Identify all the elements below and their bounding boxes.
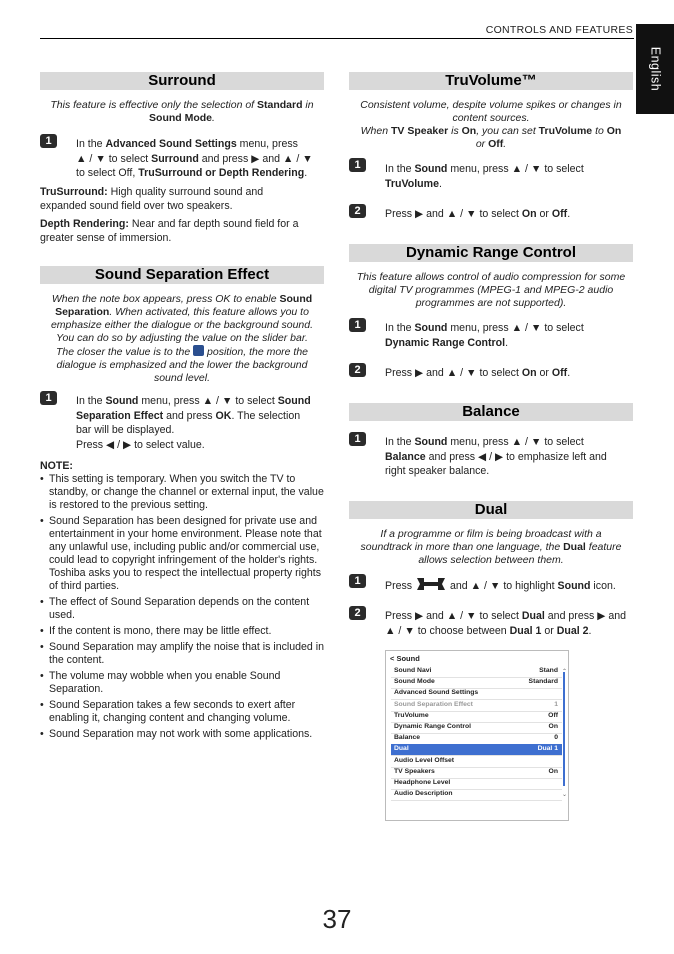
truvolume-step-2: Press ▶ and ▲ / ▼ to select On or Off. bbox=[385, 208, 571, 220]
sound-menu-row-label: Headphone Level bbox=[394, 779, 451, 786]
sound-menu-row-label: Sound Mode bbox=[394, 678, 435, 686]
note-item: • The volume may wobble when you enable Sound Separation. bbox=[40, 670, 328, 696]
step-number-1: 1 bbox=[349, 432, 366, 446]
surround-heading: Surround bbox=[40, 72, 324, 90]
sound-menu-row-label: Advanced Sound Settings bbox=[394, 689, 479, 697]
note-item: • This setting is temporary. When you switch the TV to standby, or change the channel or external input, the value is restored to the previous setting. bbox=[40, 473, 328, 512]
note-list bbox=[40, 473, 328, 744]
sound-separation-intro: When the note box appears, press OK to enable Sound Separation. When activated, this feature allows you to emphasize either the dialogue or the background sound. You can do so by adjusting the value on the slider bar. The closer the value is to the position, the more the dialogue is emphasized and the lower the background sound level. bbox=[50, 293, 314, 384]
sound-menu-row-value: Off bbox=[548, 711, 558, 719]
step-number-1: 1 bbox=[349, 158, 366, 172]
sound-menu-row[interactable] bbox=[391, 666, 562, 678]
drc-step-1: In the Sound menu, press ▲ / ▼ to select Dynamic Range Control. bbox=[385, 322, 584, 349]
dual-intro: If a programme or film is being broadcast with a soundtrack in more than one language, the Dual feature allows selection between them. bbox=[360, 528, 622, 566]
sound-separation-step-1: In the Sound menu, press ▲ / ▼ to select Sound Separation Effect and press OK. The selection bar will be displayed. Press ◀ / ▶ to select value. bbox=[76, 395, 311, 451]
note-item: • Sound Separation has been designed for private use and entertainment in your home environment. Please note that any unlawful use, including public and/or commercial use, could lead to copyright infringement of the holder's rights. Toshiba asks you to respect the intellectual property rights of third parties. bbox=[40, 515, 328, 593]
sound-menu-row-label: TruVolume bbox=[394, 711, 429, 719]
sound-menu-row-label: Audio Description bbox=[394, 790, 453, 798]
note-item: • Sound Separation may amplify the noise that is included in the content. bbox=[40, 641, 328, 667]
sound-menu-row-value: Dual 1 bbox=[537, 745, 558, 753]
step-number-1: 1 bbox=[349, 318, 366, 332]
scroll-down-arrow-icon: ⌄ bbox=[562, 792, 568, 798]
sound-menu-row-value: Stand bbox=[539, 667, 558, 674]
sound-menu-row-value: Standard bbox=[528, 678, 558, 686]
drc-heading: Dynamic Range Control bbox=[349, 244, 633, 262]
step-number-1: 1 bbox=[349, 574, 366, 588]
dual-heading: Dual bbox=[349, 501, 633, 519]
sound-menu-row[interactable] bbox=[391, 677, 562, 689]
balance-heading: Balance bbox=[349, 403, 633, 421]
sound-menu-row-label: Audio Level Offset bbox=[394, 756, 455, 764]
trusurround-description: TruSurround: High quality surround sound and expanded sound field over two speakers. bbox=[40, 186, 264, 212]
scroll-up-arrow-icon: ⌃ bbox=[562, 669, 568, 675]
note-item: • Sound Separation takes a few seconds to exert after enabling it, changing content and changing volume. bbox=[40, 699, 328, 725]
sound-menu-row[interactable] bbox=[391, 733, 562, 745]
step-number-1: 1 bbox=[40, 391, 57, 405]
sound-menu-row[interactable] bbox=[391, 711, 562, 723]
note-item: • The effect of Sound Separation depends on the content used. bbox=[40, 596, 328, 622]
step-number-2: 2 bbox=[349, 363, 366, 377]
sound-menu-row[interactable] bbox=[391, 767, 562, 779]
step-number-1: 1 bbox=[40, 134, 57, 148]
dialogue-icon bbox=[193, 345, 204, 356]
sound-menu-title: < Sound bbox=[390, 654, 420, 663]
truvolume-step-1: In the Sound menu, press ▲ / ▼ to select TruVolume. bbox=[385, 163, 584, 190]
sound-menu-row[interactable] bbox=[391, 688, 562, 700]
sound-menu-row-value: 0 bbox=[554, 734, 558, 742]
sound-menu-row-label: Dynamic Range Control bbox=[394, 723, 472, 730]
sound-menu-row-value: On bbox=[548, 767, 558, 775]
step-number-2: 2 bbox=[349, 606, 366, 620]
drc-step-2: Press ▶ and ▲ / ▼ to select On or Off. bbox=[385, 367, 571, 379]
sound-menu-row-label: Dual bbox=[394, 745, 409, 753]
dual-step-1: Press and ▲ / ▼ to highlight Sound icon. bbox=[385, 577, 633, 596]
header-rule bbox=[40, 38, 634, 39]
language-tab-label: English bbox=[648, 46, 662, 92]
sound-menu-row-label: Sound Separation Effect bbox=[394, 700, 473, 708]
sound-menu-row-label: Sound Navi bbox=[394, 667, 432, 674]
page-number: 37 bbox=[322, 904, 352, 934]
sound-separation-heading: Sound Separation Effect bbox=[40, 266, 324, 284]
dual-step-2: Press ▶ and ▲ / ▼ to select Dual and press ▶ and ▲ / ▼ to choose between Dual 1 or Dual 2. bbox=[385, 610, 627, 637]
language-tab-label-wrap bbox=[636, 24, 674, 114]
surround-intro: This feature is effective only the selection of Standard in Sound Mode. bbox=[50, 99, 314, 124]
drc-intro: This feature allows control of audio compression for some digital TV programmes (MPEG-1 and MPEG-2 audio programmes are not supported). bbox=[356, 271, 626, 309]
note-title: NOTE: bbox=[40, 460, 73, 472]
sound-menu-row-value: On bbox=[548, 723, 558, 730]
sound-menu-row[interactable] bbox=[391, 700, 562, 712]
truvolume-heading: TruVolume™ bbox=[349, 72, 633, 90]
note-item: • Sound Separation may not work with some applications. bbox=[40, 728, 328, 741]
sound-menu-row[interactable] bbox=[391, 778, 562, 790]
page-section-header: CONTROLS AND FEATURES bbox=[485, 24, 633, 36]
sound-menu-row[interactable] bbox=[391, 722, 562, 734]
sound-menu-scrollbar bbox=[563, 672, 565, 786]
settings-wrench-icon bbox=[415, 577, 447, 596]
sound-menu-row[interactable] bbox=[391, 756, 562, 768]
surround-step-1: In the Advanced Sound Settings menu, press ▲ / ▼ to select Surround and press ▶ and ▲ / ▼ to select Off, TruSurround or Depth Rendering. bbox=[76, 138, 313, 179]
note-item: • If the content is mono, there may be little effect. bbox=[40, 625, 328, 638]
sound-menu-row-label: Balance bbox=[394, 734, 421, 742]
sound-menu-row[interactable] bbox=[391, 744, 562, 756]
balance-step-1: In the Sound menu, press ▲ / ▼ to select Balance and press ◀ / ▶ to emphasize left and right speaker balance. bbox=[385, 436, 607, 477]
depth-rendering-description: Depth Rendering: Near and far depth sound field for a greater sense of immersion. bbox=[40, 218, 299, 244]
sound-menu-row-value: 1 bbox=[554, 700, 558, 708]
step-number-2: 2 bbox=[349, 204, 366, 218]
sound-menu-row-label: TV Speakers bbox=[394, 767, 435, 775]
truvolume-intro: Consistent volume, despite volume spikes or changes in content sources. When TV Speaker is On, you can set TruVolume to On or Off. bbox=[360, 99, 622, 150]
sound-menu-row[interactable] bbox=[391, 789, 562, 801]
